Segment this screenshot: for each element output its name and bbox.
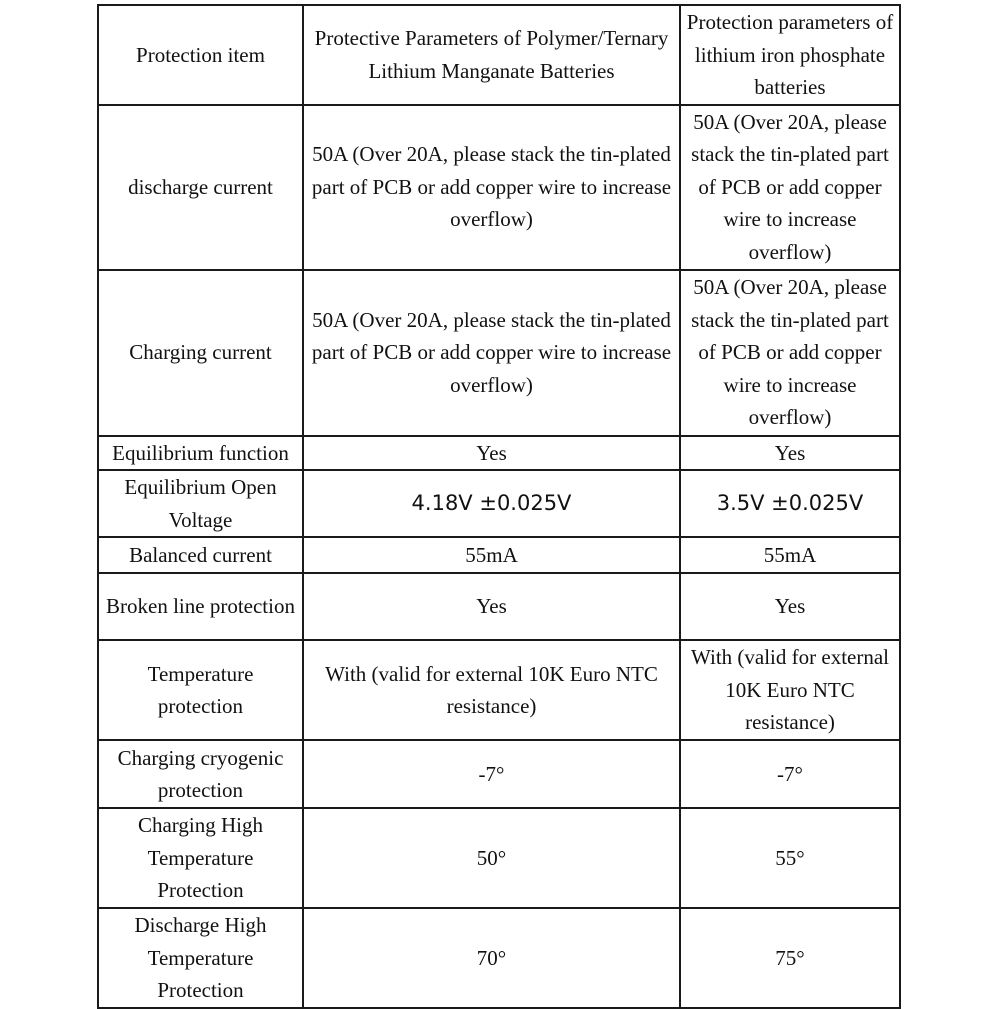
lfp-value: 75° — [680, 908, 900, 1008]
polymer-value: Yes — [303, 573, 680, 640]
table-row — [98, 470, 900, 537]
header-row — [98, 5, 900, 105]
polymer-value: 50A (Over 20A, please stack the tin-plated part of PCB or add copper wire to increase overflow) — [303, 270, 680, 436]
table-row — [98, 270, 900, 436]
row-label: Balanced current — [98, 537, 303, 573]
polymer-value: 55mA — [303, 537, 680, 573]
row-label: Equilibrium Open Voltage — [98, 470, 303, 537]
lfp-value: Yes — [680, 436, 900, 471]
header-lfp-parameters: Protection parameters of lithium iron phosphate batteries — [680, 5, 900, 105]
table-row — [98, 908, 900, 1008]
header-protection-item: Protection item — [98, 5, 303, 105]
lfp-value: Yes — [680, 573, 900, 640]
polymer-value: 50° — [303, 808, 680, 908]
lfp-value: 50A (Over 20A, please stack the tin-plated part of PCB or add copper wire to increase overflow) — [680, 270, 900, 436]
row-label: Broken line protection — [98, 573, 303, 640]
lfp-value: 3.5V ±0.025V — [680, 470, 900, 537]
polymer-value: With (valid for external 10K Euro NTC resistance) — [303, 640, 680, 740]
table-row — [98, 740, 900, 808]
table-row — [98, 808, 900, 908]
table-row — [98, 537, 900, 573]
row-label: Equilibrium function — [98, 436, 303, 471]
row-label: discharge current — [98, 105, 303, 270]
header-polymer-parameters: Protective Parameters of Polymer/Ternary Lithium Manganate Batteries — [303, 5, 680, 105]
row-label: Charging current — [98, 270, 303, 436]
polymer-value: -7° — [303, 740, 680, 808]
protection-parameters-table — [97, 4, 901, 1009]
table-row — [98, 436, 900, 471]
polymer-value: 50A (Over 20A, please stack the tin-plated part of PCB or add copper wire to increase overflow) — [303, 105, 680, 270]
lfp-value: -7° — [680, 740, 900, 808]
row-label: Charging cryogenic protection — [98, 740, 303, 808]
row-label: Charging High Temperature Protection — [98, 808, 303, 908]
row-label: Discharge High Temperature Protection — [98, 908, 303, 1008]
lfp-value: 50A (Over 20A, please stack the tin-plated part of PCB or add copper wire to increase overflow) — [680, 105, 900, 270]
polymer-value: 70° — [303, 908, 680, 1008]
lfp-value: 55mA — [680, 537, 900, 573]
table-row — [98, 105, 900, 270]
polymer-value: Yes — [303, 436, 680, 471]
lfp-value: 55° — [680, 808, 900, 908]
polymer-value: 4.18V ±0.025V — [303, 470, 680, 537]
table-row — [98, 573, 900, 640]
row-label: Temperature protection — [98, 640, 303, 740]
table-row — [98, 640, 900, 740]
lfp-value: With (valid for external 10K Euro NTC resistance) — [680, 640, 900, 740]
